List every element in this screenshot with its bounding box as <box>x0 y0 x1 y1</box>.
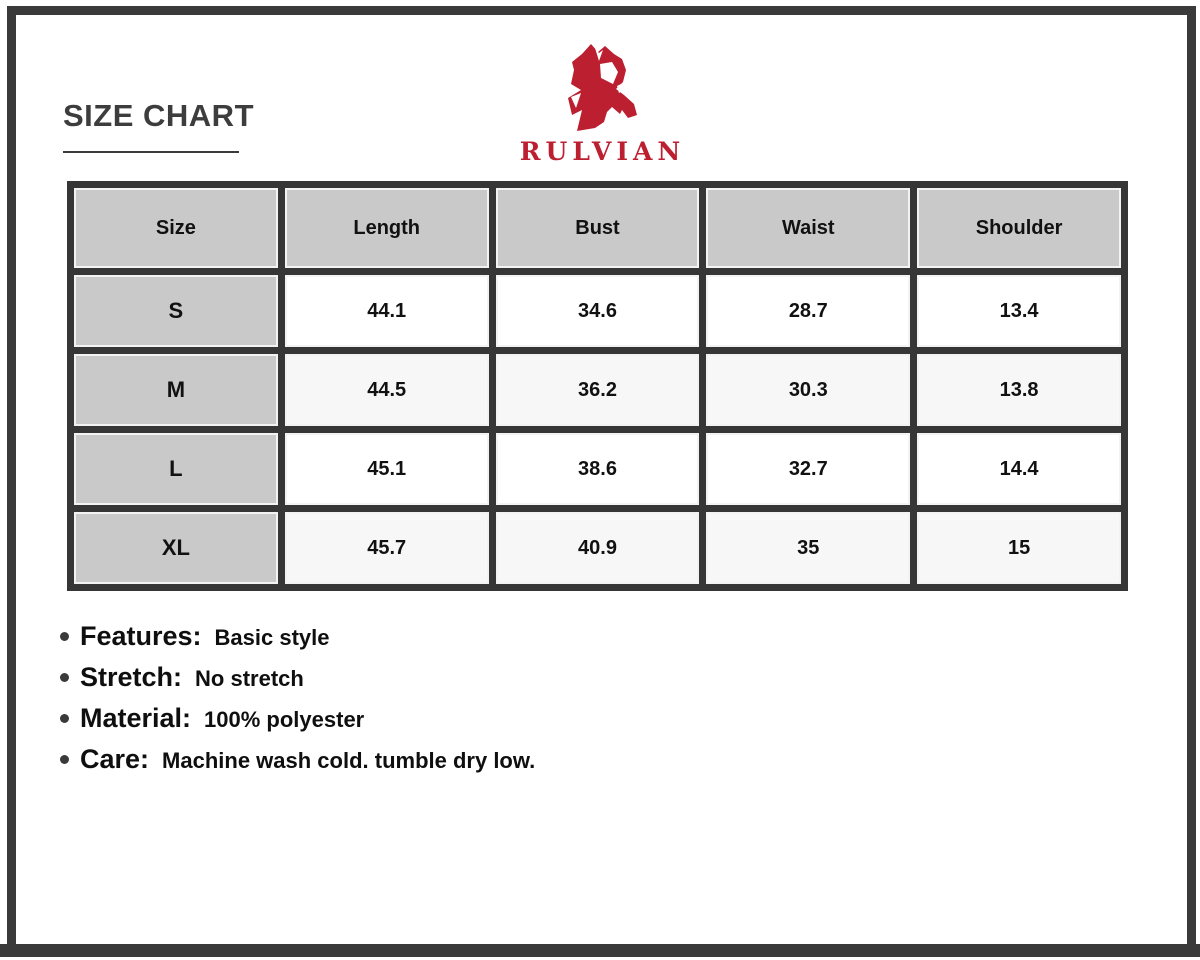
bullet-icon <box>60 673 69 682</box>
list-item-material <box>60 703 535 734</box>
detail-value: No stretch <box>195 665 304 691</box>
length-cell: 45.1 <box>285 433 489 505</box>
detail-value: 100% polyester <box>204 706 365 732</box>
list-item-care <box>60 744 535 775</box>
detail-value: Basic style <box>214 624 330 650</box>
waist-cell: 35 <box>706 512 910 584</box>
bust-cell: 38.6 <box>496 433 700 505</box>
detail-label: Features: <box>80 621 202 651</box>
bullet-icon <box>60 714 69 723</box>
column-header-size: Size <box>74 188 278 268</box>
waist-cell: 32.7 <box>706 433 910 505</box>
bust-cell: 36.2 <box>496 354 700 426</box>
table-row-s <box>74 275 1121 347</box>
column-header-shoulder: Shoulder <box>917 188 1121 268</box>
table-row-m <box>74 354 1121 426</box>
table-row-xl <box>74 512 1121 584</box>
product-details-list <box>60 621 535 785</box>
detail-label: Material: <box>80 703 192 733</box>
shoulder-cell: 14.4 <box>917 433 1121 505</box>
bust-cell: 40.9 <box>496 512 700 584</box>
bust-cell: 34.6 <box>496 275 700 347</box>
waist-cell: 28.7 <box>706 275 910 347</box>
column-header-length: Length <box>285 188 489 268</box>
size-table-wrapper <box>67 181 1128 591</box>
page-bottom-bar <box>0 944 1200 957</box>
column-header-waist: Waist <box>706 188 910 268</box>
table-header-row <box>74 188 1121 268</box>
logo-r-shape <box>568 44 637 131</box>
shoulder-cell: 15 <box>917 512 1121 584</box>
size-cell: M <box>74 354 278 426</box>
shoulder-cell: 13.4 <box>917 275 1121 347</box>
length-cell: 44.5 <box>285 354 489 426</box>
detail-label: Care: <box>80 744 150 774</box>
detail-value: Machine wash cold. tumble dry low. <box>162 747 536 773</box>
list-item-stretch <box>60 662 535 693</box>
table-row-l <box>74 433 1121 505</box>
size-cell: XL <box>74 512 278 584</box>
detail-label: Stretch: <box>80 662 183 692</box>
length-cell: 45.7 <box>285 512 489 584</box>
column-header-bust: Bust <box>496 188 700 268</box>
bullet-icon <box>60 632 69 641</box>
size-table <box>67 181 1128 591</box>
brand-name: RULVIAN <box>519 137 686 166</box>
waist-cell: 30.3 <box>706 354 910 426</box>
size-table-body <box>74 275 1121 584</box>
shoulder-cell: 13.8 <box>917 354 1121 426</box>
page-title: SIZE CHART <box>63 98 254 133</box>
list-item-features <box>60 621 535 652</box>
size-cell: S <box>74 275 278 347</box>
size-cell: L <box>74 433 278 505</box>
length-cell: 44.1 <box>285 275 489 347</box>
rulvian-logo-icon <box>562 42 638 134</box>
bullet-icon <box>60 755 69 764</box>
